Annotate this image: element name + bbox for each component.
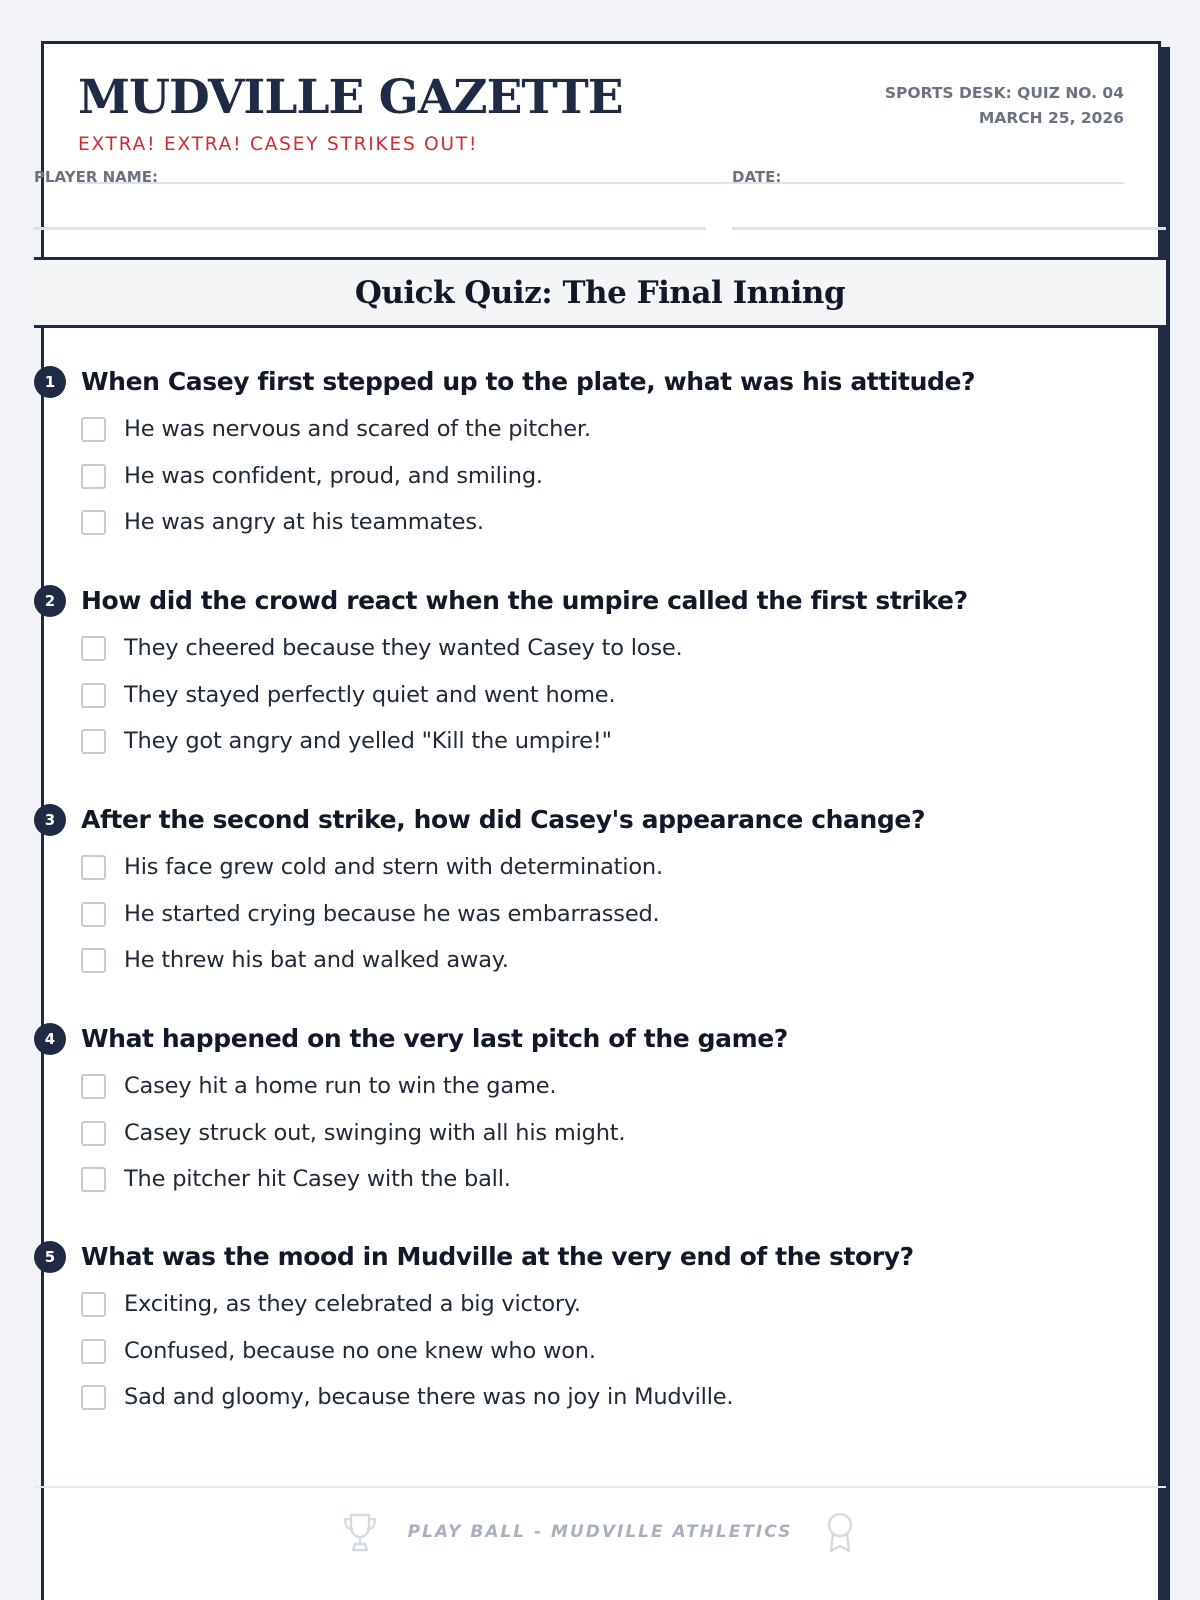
date-line — [732, 227, 1166, 230]
date-field[interactable] — [732, 170, 1166, 185]
answer-checkbox[interactable] — [81, 1339, 106, 1364]
answer-text: Confused, because no one knew who won. — [124, 1338, 596, 1364]
question-header — [34, 1238, 1166, 1272]
footer-divider — [34, 1486, 1166, 1488]
answer-text: Exciting, as they celebrated a big victory. — [124, 1291, 581, 1317]
answer-text: His face grew cold and stern with determination. — [124, 854, 663, 880]
footer — [34, 1510, 1166, 1554]
award-ribbon-icon — [820, 1510, 860, 1554]
answer-checkbox[interactable] — [81, 855, 106, 880]
answer-option[interactable] — [81, 1068, 1166, 1108]
player-name-label: PLAYER NAME: — [34, 168, 158, 186]
question-number-badge: 2 — [34, 585, 66, 617]
question-1 — [34, 363, 1166, 563]
answer-option[interactable] — [81, 1115, 1166, 1155]
answer-checkbox[interactable] — [81, 683, 106, 708]
answer-text: Casey struck out, swinging with all his might. — [124, 1120, 626, 1146]
answer-text: They got angry and yelled "Kill the umpire!" — [124, 728, 612, 754]
question-number-badge: 4 — [34, 1023, 66, 1055]
question-header — [34, 801, 1166, 835]
question-text: What happened on the very last pitch of the game? — [81, 1024, 788, 1053]
answer-checkbox[interactable] — [81, 729, 106, 754]
answer-option[interactable] — [81, 896, 1166, 936]
answer-option[interactable] — [81, 1161, 1166, 1201]
question-2 — [34, 582, 1166, 782]
answer-text: They stayed perfectly quiet and went home. — [124, 682, 616, 708]
answer-checkbox[interactable] — [81, 902, 106, 927]
question-4 — [34, 1020, 1166, 1220]
quiz-title: Quick Quiz: The Final Inning — [354, 274, 846, 311]
answer-text: He was nervous and scared of the pitcher. — [124, 416, 591, 442]
answer-text: He threw his bat and walked away. — [124, 947, 509, 973]
answer-checkbox[interactable] — [81, 510, 106, 535]
answer-checkbox[interactable] — [81, 1167, 106, 1192]
question-header — [34, 582, 1166, 616]
question-number-badge: 3 — [34, 804, 66, 836]
answer-checkbox[interactable] — [81, 1074, 106, 1099]
answer-option[interactable] — [81, 411, 1166, 451]
question-number-badge: 1 — [34, 366, 66, 398]
question-text: When Casey first stepped up to the plate, what was his attitude? — [81, 367, 976, 396]
answer-checkbox[interactable] — [81, 417, 106, 442]
question-number-badge: 5 — [34, 1241, 66, 1273]
answer-text: They cheered because they wanted Casey to lose. — [124, 635, 683, 661]
question-text: How did the crowd react when the umpire called the first strike? — [81, 586, 968, 615]
trophy-icon — [340, 1510, 380, 1554]
answer-text: Casey hit a home run to win the game. — [124, 1073, 557, 1099]
answer-option[interactable] — [81, 723, 1166, 763]
masthead — [78, 44, 1124, 184]
answer-option[interactable] — [81, 677, 1166, 717]
answer-text: He was angry at his teammates. — [124, 509, 484, 535]
question-header — [34, 1020, 1166, 1054]
answer-checkbox[interactable] — [81, 1292, 106, 1317]
answer-option[interactable] — [81, 1333, 1166, 1373]
date-label: DATE: — [732, 168, 782, 186]
answer-text: He started crying because he was embarrassed. — [124, 901, 660, 927]
issue-info — [885, 81, 1124, 131]
answer-option[interactable] — [81, 849, 1166, 889]
quiz-title-band — [34, 257, 1166, 328]
answer-checkbox[interactable] — [81, 1385, 106, 1410]
answer-option[interactable] — [81, 504, 1166, 544]
question-text: What was the mood in Mudville at the very end of the story? — [81, 1242, 914, 1271]
answer-checkbox[interactable] — [81, 636, 106, 661]
issue-date: MARCH 25, 2026 — [978, 109, 1124, 127]
answer-option[interactable] — [81, 1379, 1166, 1419]
headline-tagline: EXTRA! EXTRA! CASEY STRIKES OUT! — [78, 134, 479, 155]
answer-option[interactable] — [81, 630, 1166, 670]
question-header — [34, 363, 1166, 397]
question-5 — [34, 1238, 1166, 1438]
issue-number: SPORTS DESK: QUIZ NO. 04 — [884, 84, 1124, 102]
player-name-line — [34, 227, 706, 230]
answer-option[interactable] — [81, 942, 1166, 982]
player-name-field[interactable] — [34, 170, 706, 185]
newspaper-title: MUDVILLE GAZETTE — [78, 70, 623, 125]
student-fields — [34, 170, 1166, 232]
question-3 — [34, 801, 1166, 1001]
answer-checkbox[interactable] — [81, 1121, 106, 1146]
answer-option[interactable] — [81, 1286, 1166, 1326]
answer-option[interactable] — [81, 458, 1166, 498]
question-text: After the second strike, how did Casey's appearance change? — [81, 805, 926, 834]
answer-checkbox[interactable] — [81, 948, 106, 973]
answer-text: The pitcher hit Casey with the ball. — [124, 1166, 511, 1192]
answer-checkbox[interactable] — [81, 464, 106, 489]
answer-text: Sad and gloomy, because there was no joy in Mudville. — [124, 1384, 734, 1410]
footer-text: PLAY BALL - MUDVILLE ATHLETICS — [407, 1522, 793, 1542]
answer-text: He was confident, proud, and smiling. — [124, 463, 543, 489]
